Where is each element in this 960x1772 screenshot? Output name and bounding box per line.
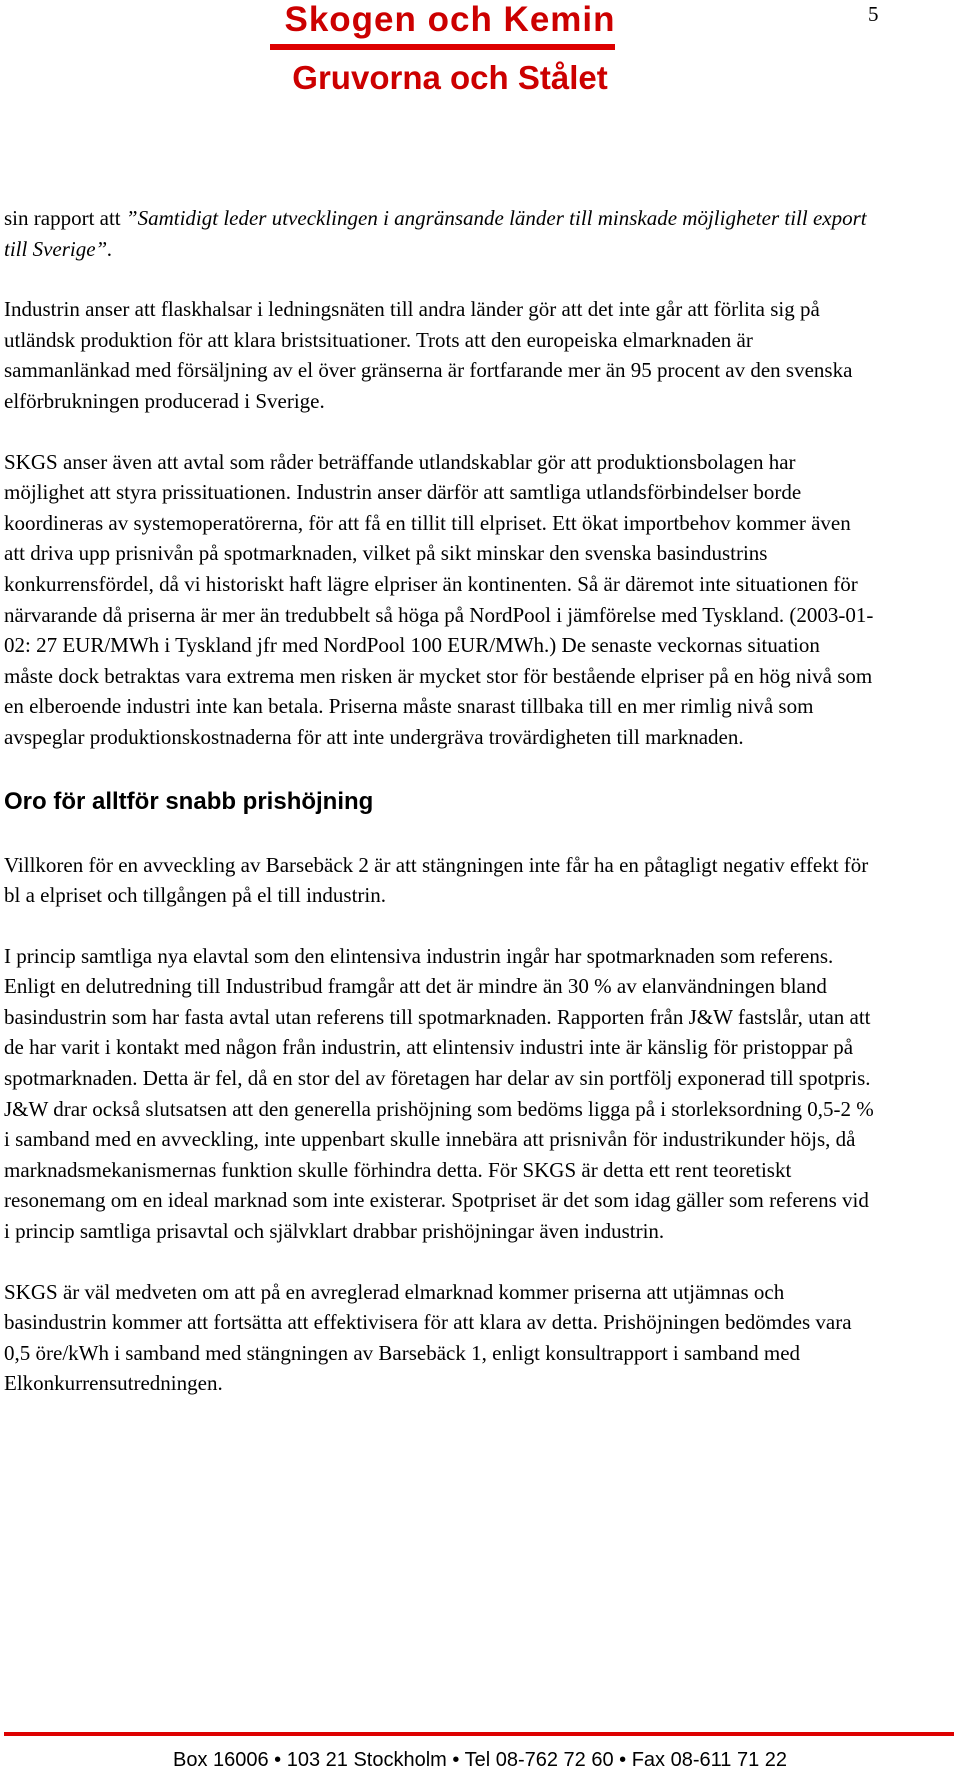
header-title: Skogen och Kemin: [284, 0, 616, 39]
header-divider: [270, 44, 615, 50]
document-body: [4, 203, 874, 1429]
section-heading: Oro för alltför snabb prishöjning: [4, 787, 374, 815]
paragraph-1-lead: sin rapport att: [4, 206, 126, 230]
page-number: 5: [868, 2, 879, 26]
page-header: [0, 0, 960, 100]
paragraph-6: SKGS är väl medveten om att på en avreglerad elmarknad kommer priserna att utjämnas och basindustrin kommer att fortsätta att effektivisera för att klara av detta. Prishöjningen bedömdes vara 0,5 öre/kWh i samband med stängningen av Barsebäck 1, enligt konsultrapport i samband med Elkonkurrensutredningen.: [4, 1279, 852, 1396]
footer-divider: [4, 1732, 954, 1736]
footer-contact: Box 16006 • 103 21 Stockholm • Tel 08-762 72 60 • Fax 08-611 71 22: [172, 1749, 787, 1771]
paragraph-1-quote: ”Samtidigt leder utvecklingen i angränsande länder till minskade möjligheter till export till Sverige”.: [4, 206, 867, 261]
paragraph-5: I princip samtliga nya elavtal som den elintensiva industrin ingår har spotmarknaden som referens. Enligt en delutredning till Industribud framgår att det är mindre än 30 % av elanvändningen bland basindustrin som har fasta avtal utan referens till spotmarknaden. Rapporten från J&W fastslår, utan att de har varit i kontakt med någon från industrin, att elintensiv industri inte är känslig för pristoppar på spotmarknaden. Detta är fel, då en stor del av företagen har delar av sin portfölj exponerad till spotpris. J&W drar också slutsatsen att den generella prishöjning som bedöms ligga på i storleksordning 0,5-2 % i samband med en avveckling, inte uppenbart skulle innebära att prisnivån för industrikunder höjs, då marknadsmekanismernas funktion skulle förhindra detta. För SKGS är detta ett rent teoretiskt resonemang om en ideal marknad som inte existerar. Spotpriset är det som idag gäller som referens vid i princip samtliga prisavtal och självklart drabbar prishöjningar även industrin.: [4, 943, 874, 1244]
paragraph-4: Villkoren för en avveckling av Barsebäck 2 är att stängningen inte får ha en påtagligt negativ effekt för bl a elpriset och tillgången på el till industrin.: [4, 852, 869, 908]
paragraph-2: Industrin anser att flaskhalsar i ledningsnäten till andra länder gör att det inte går att förlita sig på utländsk produktion för att klara bristsituationer. Trots att den europeiska elmarknaden är sammanlänkad med försäljning av el över gränserna är fortfarande mer än 95 procent av den svenska elförbrukningen producerad i Sverige.: [4, 297, 853, 413]
header-subtitle: Gruvorna och Stålet: [292, 59, 608, 96]
paragraph-1: [4, 203, 874, 264]
paragraph-3: SKGS anser även att avtal som råder beträffande utlandskablar gör att produktionsbolagen har möjlighet att styra prissituationen. Industrin anser därför att samtliga utlandsförbindelser borde koordineras av systemoperatörerna, för att få en tillit till elpriset. Ett ökat importbehov kommer även att driva upp prisnivån på spotmarknaden, vilket på sikt minskar den svenska basindustrins konkurrensfördel, då vi historiskt haft lägre elpriser än kontinenten. Så är däremot inte situationen för närvarande då priserna är mer än tredubbelt så höga på NordPool i jämförelse med Tyskland. (2003-01-02: 27 EUR/MWh i Tyskland jfr med NordPool 100 EUR/MWh.) De senaste veckornas situation måste dock betraktas vara extrema men risken är mycket stor för bestående elpriser på en hög nivå som en elberoende industri inte kan betala. Priserna måste snarast tillbaka till en mer rimlig nivå som avspeglar produktionskostnaderna för att inte undergräva trovärdigheten till marknaden.: [4, 449, 874, 749]
